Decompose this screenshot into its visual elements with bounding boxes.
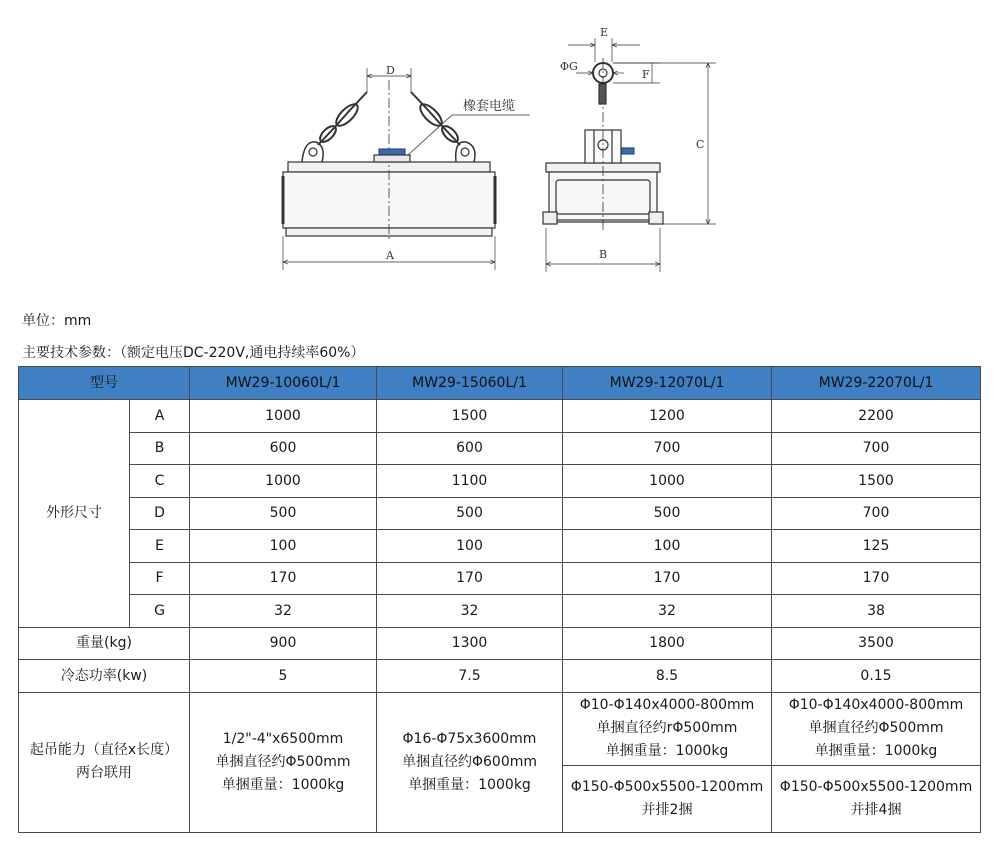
cell: 170 (190, 562, 377, 595)
table-row (19, 660, 981, 693)
lifting-text: Φ10-Φ140x4000-800mm (579, 697, 755, 713)
lifting-text: Φ150-Φ500x5500-1200mm (570, 778, 764, 795)
dim-label-f: F (642, 68, 650, 81)
cell: 100 (377, 530, 563, 563)
lifting-m3-top (563, 692, 772, 765)
cell: 1000 (190, 465, 377, 498)
lifting-label-line2: 两台联用 (76, 765, 132, 781)
params-note: 主要技术参数：（额定电压DC-220V,通电持续率60%） (22, 345, 365, 361)
lifting-m3-bottom (563, 765, 772, 832)
lifting-text: 并排2捆 (641, 801, 693, 818)
cell: 900 (190, 627, 377, 660)
cell: 170 (563, 562, 772, 595)
model-4: MW29-22070L/1 (772, 367, 981, 400)
dim-key: A (130, 400, 190, 433)
lifting-text: 并排4捆 (850, 801, 902, 818)
cell: 1000 (563, 465, 772, 498)
lifting-text: 1/2"-4"x6500mm (222, 730, 344, 747)
cell: 1500 (377, 400, 563, 433)
weight-label: 重量(kg) (19, 627, 190, 660)
lifting-label-line1: 起吊能力（直径x长度） (29, 742, 179, 758)
dim-key: D (130, 497, 190, 530)
table-header-row (19, 367, 981, 400)
cell: 32 (190, 595, 377, 628)
cell: 1000 (190, 400, 377, 433)
dim-label-g: ΦG (560, 60, 578, 73)
dim-key: F (130, 562, 190, 595)
technical-drawing (0, 0, 1000, 300)
cell: 100 (563, 530, 772, 563)
dim-label-b: B (599, 248, 608, 261)
table-row (19, 497, 981, 530)
dim-key: B (130, 432, 190, 465)
cell: 38 (772, 595, 981, 628)
table-row (19, 530, 981, 563)
cell: 3500 (772, 627, 981, 660)
spec-table (18, 366, 981, 833)
cell: 8.5 (563, 660, 772, 693)
cell: 1800 (563, 627, 772, 660)
dim-group-label: 外形尺寸 (19, 400, 130, 628)
cell: 32 (377, 595, 563, 628)
model-header: 型号 (19, 367, 190, 400)
model-1: MW29-10060L/1 (190, 367, 377, 400)
lifting-text: 单捆直径约rΦ500mm (596, 720, 738, 736)
cell: 500 (563, 497, 772, 530)
model-3: MW29-12070L/1 (563, 367, 772, 400)
cable-note: 橡套电缆 (463, 99, 516, 114)
lifting-m2 (377, 692, 563, 832)
cell: 1200 (563, 400, 772, 433)
dim-key: G (130, 595, 190, 628)
cell: 100 (190, 530, 377, 563)
lifting-text: Φ16-Φ75x3600mm (402, 730, 537, 747)
cell: 1500 (772, 465, 981, 498)
dim-key: E (130, 530, 190, 563)
dim-label-e: E (600, 26, 609, 39)
cell: 600 (190, 432, 377, 465)
lifting-text: 单捆重量：1000kg (221, 776, 345, 793)
cell: 7.5 (377, 660, 563, 693)
lifting-text: 单捆重量：1000kg (408, 776, 531, 793)
lifting-m4-top (772, 692, 981, 765)
lifting-text: 单捆直径约Φ500mm (215, 753, 351, 770)
cell: 0.15 (772, 660, 981, 693)
lifting-text: 单捆重量：1000kg (814, 743, 938, 759)
dim-key: C (130, 465, 190, 498)
table-row (19, 562, 981, 595)
dim-label-a: A (386, 249, 394, 262)
cell: 1300 (377, 627, 563, 660)
dim-label-d: D (386, 64, 395, 77)
cell: 500 (377, 497, 563, 530)
cell: 2200 (772, 400, 981, 433)
cell: 170 (772, 562, 981, 595)
cell: 1100 (377, 465, 563, 498)
cell: 700 (772, 497, 981, 530)
side-view (543, 38, 716, 272)
cell: 700 (772, 432, 981, 465)
model-2: MW29-15060L/1 (377, 367, 563, 400)
lifting-text: Φ150-Φ500x5500-1200mm (779, 778, 973, 795)
lifting-text: 单捆直径约Φ600mm (401, 753, 538, 770)
power-label: 冷态功率(kw) (19, 660, 190, 693)
cell: 125 (772, 530, 981, 563)
cell: 32 (563, 595, 772, 628)
lifting-text: 单捆直径约Φ500mm (808, 720, 944, 736)
table-row (19, 595, 981, 628)
unit-note: 单位：mm (22, 313, 92, 329)
table-row (19, 627, 981, 660)
lifting-m4-bottom (772, 765, 981, 832)
cell: 600 (377, 432, 563, 465)
cell: 5 (190, 660, 377, 693)
lifting-text: 单捆重量：1000kg (605, 743, 729, 759)
table-row (19, 400, 981, 433)
cell: 500 (190, 497, 377, 530)
table-row (19, 692, 981, 765)
lifting-text: Φ10-Φ140x4000-800mm (788, 697, 964, 713)
cell: 700 (563, 432, 772, 465)
table-row (19, 465, 981, 498)
table-row (19, 432, 981, 465)
dim-label-c: C (696, 138, 705, 151)
cell: 170 (377, 562, 563, 595)
lifting-m1 (190, 692, 377, 832)
lifting-label (19, 692, 190, 832)
